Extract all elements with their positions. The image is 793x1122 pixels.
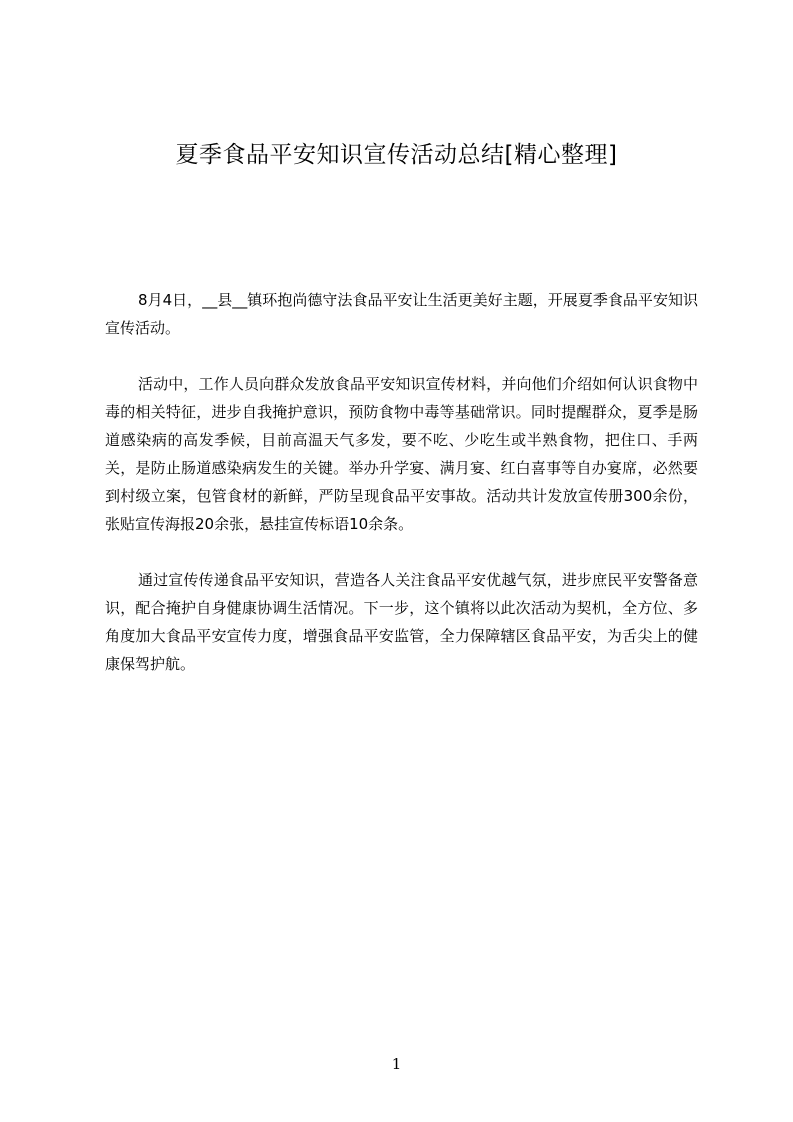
page-number: 1 <box>391 1055 402 1073</box>
document-title: 夏季食品平安知识宣传活动总结[精心整理] <box>175 142 618 168</box>
document-body <box>105 286 698 706</box>
paragraph-3: 通过宣传传递食品平安知识，营造各人关注食品平安优越气氛，进步庶民平安警备意识，配合掩护自身健康协调生活情况。下一步，这个镇将以此次活动为契机，全方位、多角度加大食品平安宣传力度，增强食品平安监管，全力保障辖区食品平安，为舌尖上的健康保驾护航。 <box>105 571 698 673</box>
paragraph-2: 活动中，工作人员向群众发放食品平安知识宣传材料，并向他们介绍如何认识食物中毒的相关特征，进步自我掩护意识，预防食物中毒等基础常识。同时提醒群众，夏季是肠道感染病的高发季候，目前高温天气多发，要不吃、少吃生或半熟食物，把住口、手两关，是防止肠道感染病发生的关键。举办升学宴、满月宴、红白喜事等自办宴席，必然要到村级立案，包管食材的新鲜，严防呈现食品平安事故。活动共计发放宣传册300余份，张贴宣传海报20余张，悬挂宣传标语10余条。 <box>105 375 698 533</box>
paragraph-1: 8月4日，__县__镇环抱尚德守法食品平安让生活更美好主题，开展夏季食品平安知识宣传活动。 <box>105 291 698 337</box>
